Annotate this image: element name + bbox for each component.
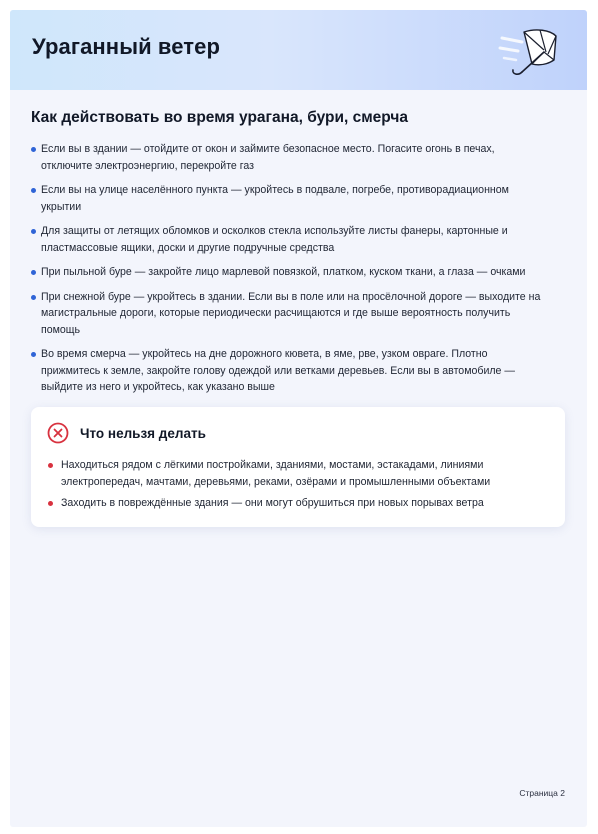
x-circle-icon — [47, 422, 69, 444]
list-item — [28, 223, 548, 256]
bullet-dot-icon — [48, 501, 53, 506]
list-item-text: При пыльной буре — закройте лицо марлевой повязкой, платком, куском ткани, а глаза — очками — [41, 266, 526, 278]
list-item — [28, 346, 548, 396]
document-page — [10, 10, 587, 827]
list-item — [28, 182, 548, 215]
list-item — [45, 457, 550, 490]
dont-list — [45, 457, 550, 517]
bullet-dot-icon — [31, 352, 36, 357]
dont-card-title: Что нельзя делать — [80, 426, 206, 441]
bullet-dot-icon — [48, 463, 53, 468]
list-item-text: Если вы на улице населённого пункта — укройтесь в подвале, погребе, противорадиационном укрытии — [41, 184, 509, 213]
list-item-text: Для защиты от летящих обломков и осколков стекла используйте листы фанеры, картонные и пластмассовые ящики, доски и другие подручные средства — [41, 225, 508, 254]
list-item — [28, 141, 548, 174]
section-title: Как действовать во время урагана, бури, смерча — [31, 109, 409, 126]
bullet-dot-icon — [31, 188, 36, 193]
header-banner — [10, 10, 587, 90]
bullet-dot-icon — [31, 147, 36, 152]
list-item — [45, 495, 550, 512]
bullet-dot-icon — [31, 295, 36, 300]
list-item-text: Заходить в повреждённые здания — они могут обрушиться при новых порывах ветра — [61, 497, 484, 509]
list-item-text: При снежной буре — укройтесь в здании. Если вы в поле или на просёлочной дороге — выходите на магистральные дороги, которые периодически расчищаются и где выше вероятность получить помощь — [41, 290, 541, 336]
dont-card — [31, 407, 565, 527]
list-item — [28, 289, 548, 339]
list-item-text: Находиться рядом с лёгкими постройками, зданиями, мостами, эстакадами, линиями электропередач, мачтами, деревьями, реками, озёрами и промышленными объектами — [61, 459, 491, 488]
actions-list — [28, 141, 548, 404]
bullet-dot-icon — [31, 270, 36, 275]
page-number: Страница 2 — [519, 788, 565, 798]
bullet-dot-icon — [31, 229, 36, 234]
list-item-text: Во время смерча — укройтесь на дне дорожного кювета, в яме, рве, узком овраге. Плотно прижмитесь к земле, закройте голову одеждой или ветками деревьев. Если вы в автомобиле — выйдите из него и укройтесь, как указано выше — [41, 348, 515, 393]
umbrella-wind-icon — [496, 20, 562, 82]
list-item — [28, 264, 548, 281]
list-item-text: Если вы в здании — отойдите от окон и займите безопасное место. Погасите огонь в печах, отключите электроэнергию, перекройте газ — [41, 143, 495, 172]
page-title: Ураганный ветер — [32, 34, 221, 59]
